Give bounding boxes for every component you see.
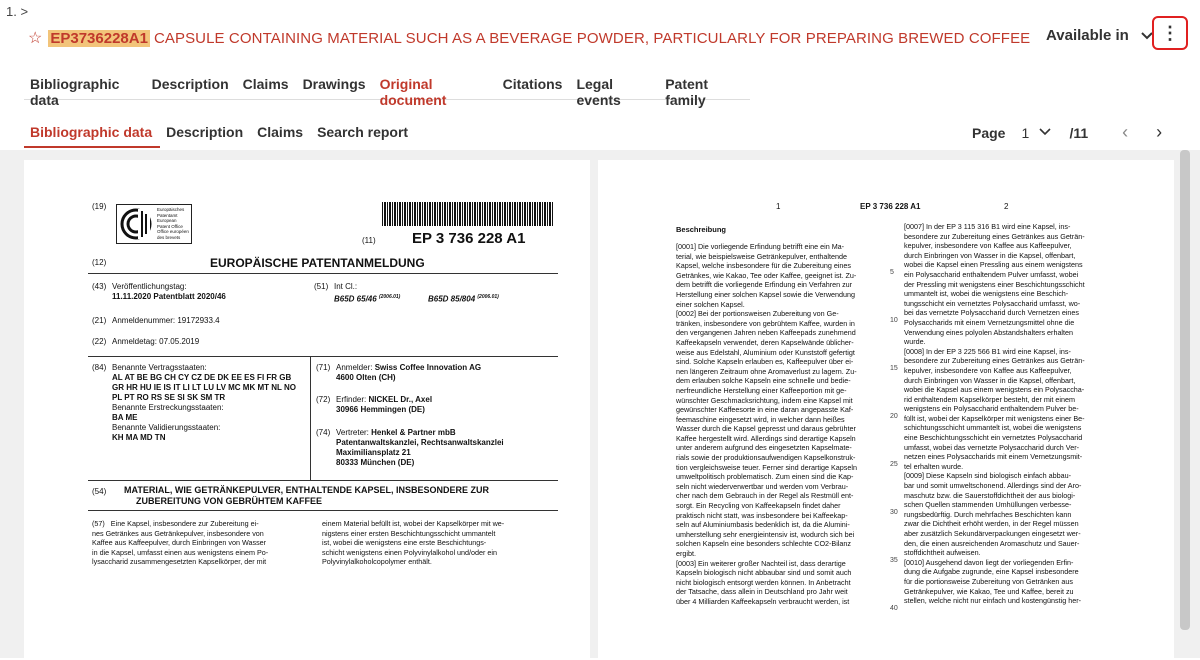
applicant: Anmelder: Swiss Coffee Innovation AG 4600 Olten (CH) (336, 363, 482, 382)
field-number: (12) (92, 258, 107, 267)
office-name-line: Patentamt (157, 212, 178, 218)
text-line: umherstellung sehr energieintensiv ist, wodurch sich bei (676, 529, 855, 539)
line-number: 25 (890, 461, 898, 468)
field-number: (19) (92, 202, 107, 211)
column-number-right: 2 (1004, 202, 1009, 211)
text-line: umfasst, wobei das vernetzte Polysaccharid durch Ver- (904, 442, 1079, 452)
text-line: unter anderem aufgrund des eingesetzten Kapselmate- (676, 443, 852, 453)
text-line: Wasser durch die Kapsel gepresst und daraus gebrühter (676, 424, 856, 434)
text-line: nerfreundliche Herstellung einer Kaffeeportion mit ge- (676, 385, 847, 395)
text-line: für die portionsweise Zubereitung von Getränken aus (904, 576, 1074, 586)
subtab-search-report[interactable]: Search report (317, 124, 409, 140)
text-line: tungsschicht ein vernetztes Polysaccharid umfasst, wo- (904, 298, 1081, 308)
page-label: Page (972, 124, 1006, 141)
tab-bibliographic-data[interactable]: Bibliographic data (30, 76, 120, 108)
page-header: EP 3 736 228 A1 (860, 202, 921, 211)
pub-date: 11.11.2020 Patentblatt 2020/46 (112, 292, 226, 301)
text-line: ummantelt ist, wobei die wenigstens eine Beschich- (904, 289, 1069, 299)
tab-legal-events[interactable]: Legal events (576, 76, 621, 108)
text-line: dem erlauben solche Kapseln eine schnelle und bedie- (676, 376, 851, 386)
text-line: bar und somit umweltschonend. Allerdings sind der Aro- (904, 481, 1082, 491)
text-line: nicht biologisch entsorgt werden können. In Anbetracht (676, 577, 851, 587)
document-type: EUROPÄISCHE PATENTANMELDUNG (210, 256, 425, 270)
line-number: 40 (890, 605, 898, 612)
text-line: stellen, welche nicht nur einfach und kostengünstig her- (904, 596, 1081, 606)
text-line: netzen eines Polysaccharids mit einem Vernetzungsmit- (904, 452, 1083, 462)
text-line: Verwendung eines polyolen Abstandshalters erhalten (904, 327, 1074, 337)
text-line: tel erhalten wurde. (904, 461, 964, 471)
text-line: Kapsel, welche insbesondere für die Zubereitung eines (676, 261, 852, 271)
star-outline-icon[interactable]: ☆ (28, 30, 43, 47)
text-line: feemaschine eingesetzt wird, in welcher dann heißes (676, 414, 845, 424)
chevron-down-icon (1039, 125, 1051, 139)
document-page-2 (598, 160, 1174, 660)
text-line: den, die einen ausreichenden Aromaschutz und Sauer- (904, 538, 1080, 548)
text-line: über 4 Milliarden Kaffeekapseln verbraucht werden, ist (676, 596, 850, 606)
chevron-down-icon (1141, 32, 1153, 40)
text-line: Polysaccharids mit einem Vernetzungsmittel ohne die (904, 317, 1075, 327)
subtab-description[interactable]: Description (166, 124, 244, 140)
page-current: 1 (1021, 124, 1030, 141)
office-name-line: Europäisches (157, 207, 185, 212)
text-line: sind. Solche Kapseln erlauben es, Kaffeepulver über ei- (676, 357, 854, 367)
list-marker: 1. > (6, 4, 29, 19)
text-line: Kaffee hergestellt wird. Allerdings sind derartige Kapseln (676, 433, 856, 443)
text-line: rials sowie der produktionsaufwendigen Kapselkonstruk- (676, 453, 856, 463)
page-total: /11 (1069, 124, 1089, 141)
text-line: maschutz bzw. die Sauerstoffdichtheit der aus biologi- (904, 490, 1076, 500)
text-line: Kapseln biologisch nicht abbaubar sind und somit auch (676, 568, 852, 578)
text-line: Kaffeekapseln verwendet, deren Kapselwände üblicher- (676, 337, 854, 347)
application-number: Anmeldenummer: 19172933.4 (112, 316, 220, 325)
text-line: kepulver, insbesondere von Kaffee aus Kaffeepulver, (904, 365, 1072, 375)
text-line: dung die Aufgabe zugrunde, eine Kapsel insbesondere (904, 567, 1079, 577)
field-number: (84) (92, 363, 107, 372)
text-line: schichtungsschicht ummantelt ist, wobei die wenigstens (904, 423, 1082, 433)
text-line: rungsbedürftig. Durch mehrfaches Beschichten kann (904, 509, 1072, 519)
line-number: 30 (890, 509, 898, 516)
tab-claims[interactable]: Claims (242, 76, 289, 92)
office-name-line: des brevets (157, 234, 181, 240)
intcl-1-version: (2006.01) (378, 294, 401, 300)
text-line: praktisch nicht statt, was insbesondere bei Kaffeekap- (676, 510, 848, 520)
field-number: (51) (314, 282, 329, 291)
text-line: cher nach dem Gebrauch in der Regel als Restmüll ent- (676, 491, 854, 501)
page-select[interactable] (1021, 125, 1059, 141)
text-line: seln auf Aluminiumbasis bedenklich ist, da die Alumini- (676, 520, 850, 530)
field-number: (74) (316, 428, 331, 437)
text-line: füllt ist, wobei der Kapselkörper mit wenigstens einer Be- (904, 413, 1085, 423)
field-number: (54) (92, 487, 107, 496)
tab-original-document[interactable]: Original document (379, 76, 447, 108)
line-number: 10 (890, 317, 898, 324)
text-line: der Tatsache, dass allein in Deutschland pro Jahr weit (676, 587, 848, 597)
office-name-line: Patent Office (157, 223, 183, 229)
text-line: schen Quellen stammenden Umhüllungen verbesse- (904, 500, 1072, 510)
text-line: gewünschter Kaffeesorte in eine daran angepasste Kaf- (676, 405, 854, 415)
text-line: wobei die Kapsel aus einem wenigstens ein Polysaccha- (904, 385, 1085, 395)
column-number-left: 1 (776, 202, 781, 211)
text-line: wobei die Kapsel einen Pressling aus einem wenigstens (904, 260, 1083, 270)
text-line: terial, wie beispielsweise Getränkepulver, enthaltende (676, 251, 848, 261)
epo-logo (116, 204, 192, 244)
text-line: tränken, insbesondere von gebrühtem Kaffee, wurden in (676, 318, 855, 328)
text-line: durch Einbringen von Wasser in die Kapsel, offenbart, (904, 375, 1076, 385)
line-number: 35 (890, 557, 898, 564)
field-number: (22) (92, 337, 107, 346)
text-line: Herstellung einer solchen Kapsel sowie die Verwendung (676, 289, 855, 299)
intcl-2: B65D 85/804 (428, 294, 476, 304)
description-left-column (676, 242, 882, 607)
text-line: nen längeren Zeitraum ohne Aromaverlust zu lagern. Zu- (676, 366, 857, 376)
text-line: weise aus Edelstahl, Aluminium oder Kunststoff gefertigt (676, 347, 855, 357)
line-number: 5 (890, 269, 894, 276)
text-line: aber zusätzlich Sekundärverpackungen eingesetzt wer- (904, 529, 1081, 538)
field-number: (43) (92, 282, 107, 291)
prev-page-button[interactable]: ‹ (1122, 122, 1129, 142)
abstract-right: einem Material befüllt ist, wobei der Kapselkörper mit we- nigstens einer ersten Beschichtungsschicht ummantelt ist, wobei die wenigstens eine erste Beschichtungs- schicht wenigstens einen Polyvinylalkohol und/oder ein Polyvinylalkoholcopolymer enthält. (322, 519, 505, 567)
page-navigator (972, 122, 1190, 143)
tab-patent-family[interactable]: Patent family (665, 76, 709, 108)
office-name-line: Office européen (157, 229, 189, 234)
field-number: (11) (362, 236, 376, 245)
sub-tabs (24, 116, 416, 148)
text-line: durch Einbringen von Wasser in die Kapsel, offenbart, (904, 250, 1076, 260)
application-date: Anmeldetag: 07.05.2019 (112, 337, 200, 346)
available-in-dropdown[interactable] (1046, 27, 1153, 44)
text-line: eine Beschichtungsschicht ein vernetztes Polysaccharid (904, 433, 1083, 443)
text-line: [0003] Ein weiterer großer Nachteil ist, dass derartige (676, 558, 846, 568)
text-line: besondere zur Zubereitung eines Getränkes aus Geträn- (904, 231, 1085, 241)
text-line: dem betrifft die vorliegende Erfindung ein Verfahren zur (676, 280, 853, 290)
description-right-column (904, 222, 1110, 606)
text-line: bei das vernetzte Polysaccharid durch Vernetzen eines (904, 308, 1079, 318)
subtab-bibliographic-data[interactable]: Bibliographic data (24, 116, 160, 148)
tab-citations[interactable]: Citations (502, 76, 563, 92)
text-line: der Pressling mit wenigstens einer Beschichtungsschicht (904, 279, 1085, 289)
document-page-1 (24, 160, 590, 660)
intcl-label: Int Cl.: (334, 282, 358, 291)
line-number: 20 (890, 413, 898, 420)
text-line: Getränkepulver, wie Kakao, Tee und Kaffee, bereit zu (904, 586, 1074, 596)
intcl-1: B65D 65/46 (334, 294, 377, 304)
text-line: [0002] Bei der portionsweisen Zubereitung von Ge- (676, 309, 839, 319)
text-line: zwar die Dichtheit erhöht werden, in der Regel müssen (904, 519, 1079, 529)
text-line: wünschter Geschmacksrichtung, indem eine Kapsel mit (676, 395, 853, 405)
text-line: [0007] In der EP 3 115 316 B1 wird eine Kapsel, ins- (904, 222, 1071, 231)
text-line: wenigstens ein Polysaccharid enthaltendem Pulver be- (904, 404, 1079, 414)
text-line: [0009] Diese Kapseln sind biologisch einfach abbau- (904, 471, 1072, 481)
office-name-line: European (157, 218, 177, 223)
barcode (382, 202, 554, 226)
text-line: den vergangenen Jahren neben Kaffeepads zunehmend (676, 328, 856, 338)
tab-drawings[interactable]: Drawings (302, 76, 366, 92)
epo-logo-icon (119, 205, 153, 243)
field-number: (21) (92, 316, 107, 325)
text-line: ein Polysaccharid enthaltendem Pulver umfasst, wobei (904, 269, 1079, 279)
text-line: solchen Kapseln eine besonders schlechte CO2-Bilanz (676, 539, 851, 549)
tab-description[interactable]: Description (151, 76, 229, 92)
abstract-left: (57) Eine Kapsel, insbesondere zur Zubereitung ei- nes Getränkes aus Getränkepulver, insbesondere von Kaffee aus Kaffeepulver, durch Einbringen von Wasser in die Kapsel, umfasst einen aus wenigstens einem Po- lysaccharid zusammengesetzten Kapselkörper, der mit (92, 519, 269, 567)
intcl-2-version: (2006.01) (477, 294, 499, 300)
text-line: Getränkes, wie Kakao, Tee oder Kaffee, geeignet ist. Zu- (676, 270, 857, 280)
description-heading: Beschreibung (676, 225, 727, 234)
more-vertical-icon: ⋮ (1161, 22, 1179, 43)
designated-states: Benannte Vertragsstaaten: AL AT BE BG CH CY CZ DE DK EE ES FI FR GB GR HR HU IE IS IT LI LT LU LV MC MK MT NL NO PL PT RO RS SE SI SK SM TR Benannte Erstreckungsstaaten: BA ME Benannte Validierungsstaaten: KH MA MD TN (112, 363, 296, 442)
subtab-claims[interactable]: Claims (257, 124, 304, 140)
next-page-button[interactable]: › (1156, 122, 1163, 142)
publication-number: EP3736228A1 (50, 29, 148, 47)
text-line: kepulver, insbesondere von Kaffee aus Kaffeepulver, (904, 241, 1072, 251)
text-line: rid enthaltendem Kapselkörper besteht, der mit einem (904, 394, 1075, 404)
text-line: seln nicht wiederverwertbar und werden vom Verbrau- (676, 481, 849, 491)
text-line: einer solchen Kapsel. (676, 299, 745, 309)
german-title: MATERIAL, WIE GETRÄNKEPULVER, ENTHALTENDE KAPSEL, INSBESONDERE ZUR ZUBEREITUNG VON GEBRÜHTEM KAFFEE (124, 485, 490, 506)
field-number: (71) (316, 363, 331, 372)
document-viewer[interactable] (0, 150, 1200, 658)
field-number: (72) (316, 395, 331, 404)
main-tabs (24, 68, 750, 108)
text-line: wurde. (904, 337, 926, 347)
text-line: [0010] Ausgehend davon liegt der vorliegenden Erfin- (904, 557, 1074, 567)
pub-date-label: Veröffentlichungstag: (112, 282, 187, 291)
patent-title: CAPSULE CONTAINING MATERIAL SUCH AS A BEVERAGE POWDER, PARTICULARLY FOR PREPARING BREWED COFFEE (153, 29, 1031, 47)
text-line: [0008] In der EP 3 225 566 B1 wird eine Kapsel, ins- (904, 346, 1071, 356)
text-line: tion vergleichsweise teuer. Ferner sind derartige Kapseln (676, 462, 857, 472)
more-options-button[interactable] (1152, 16, 1188, 50)
representative: Vertreter: Henkel & Partner mbB Patentanwaltskanzlei, Rechtsanwaltskanzlei Maximiliansplatz 21 80333 München (DE) (336, 428, 504, 467)
text-line: umweltpolitisch problematisch. Zum einen sind die Kap- (676, 472, 854, 482)
inventor: Erfinder: NICKEL Dr., Axel 30966 Hemmingen (DE) (336, 395, 433, 414)
text-line: sorgt. Ein Recycling von Kaffeekapseln findet daher (676, 501, 841, 511)
text-line: besondere zur Zubereitung eines Getränkes aus Geträn- (904, 356, 1085, 366)
text-line: ergibt. (676, 549, 696, 558)
available-in-label: Available in (1046, 27, 1129, 44)
line-number: 15 (890, 365, 898, 372)
text-line: [0001] Die vorliegende Erfindung betrifft eine ein Ma- (676, 242, 845, 251)
ep-number: EP 3 736 228 A1 (412, 230, 526, 247)
patent-title-row (28, 26, 1178, 50)
viewer-scrollbar[interactable] (1180, 150, 1190, 630)
text-line: stoffdichtheit aufweisen. (904, 548, 981, 558)
